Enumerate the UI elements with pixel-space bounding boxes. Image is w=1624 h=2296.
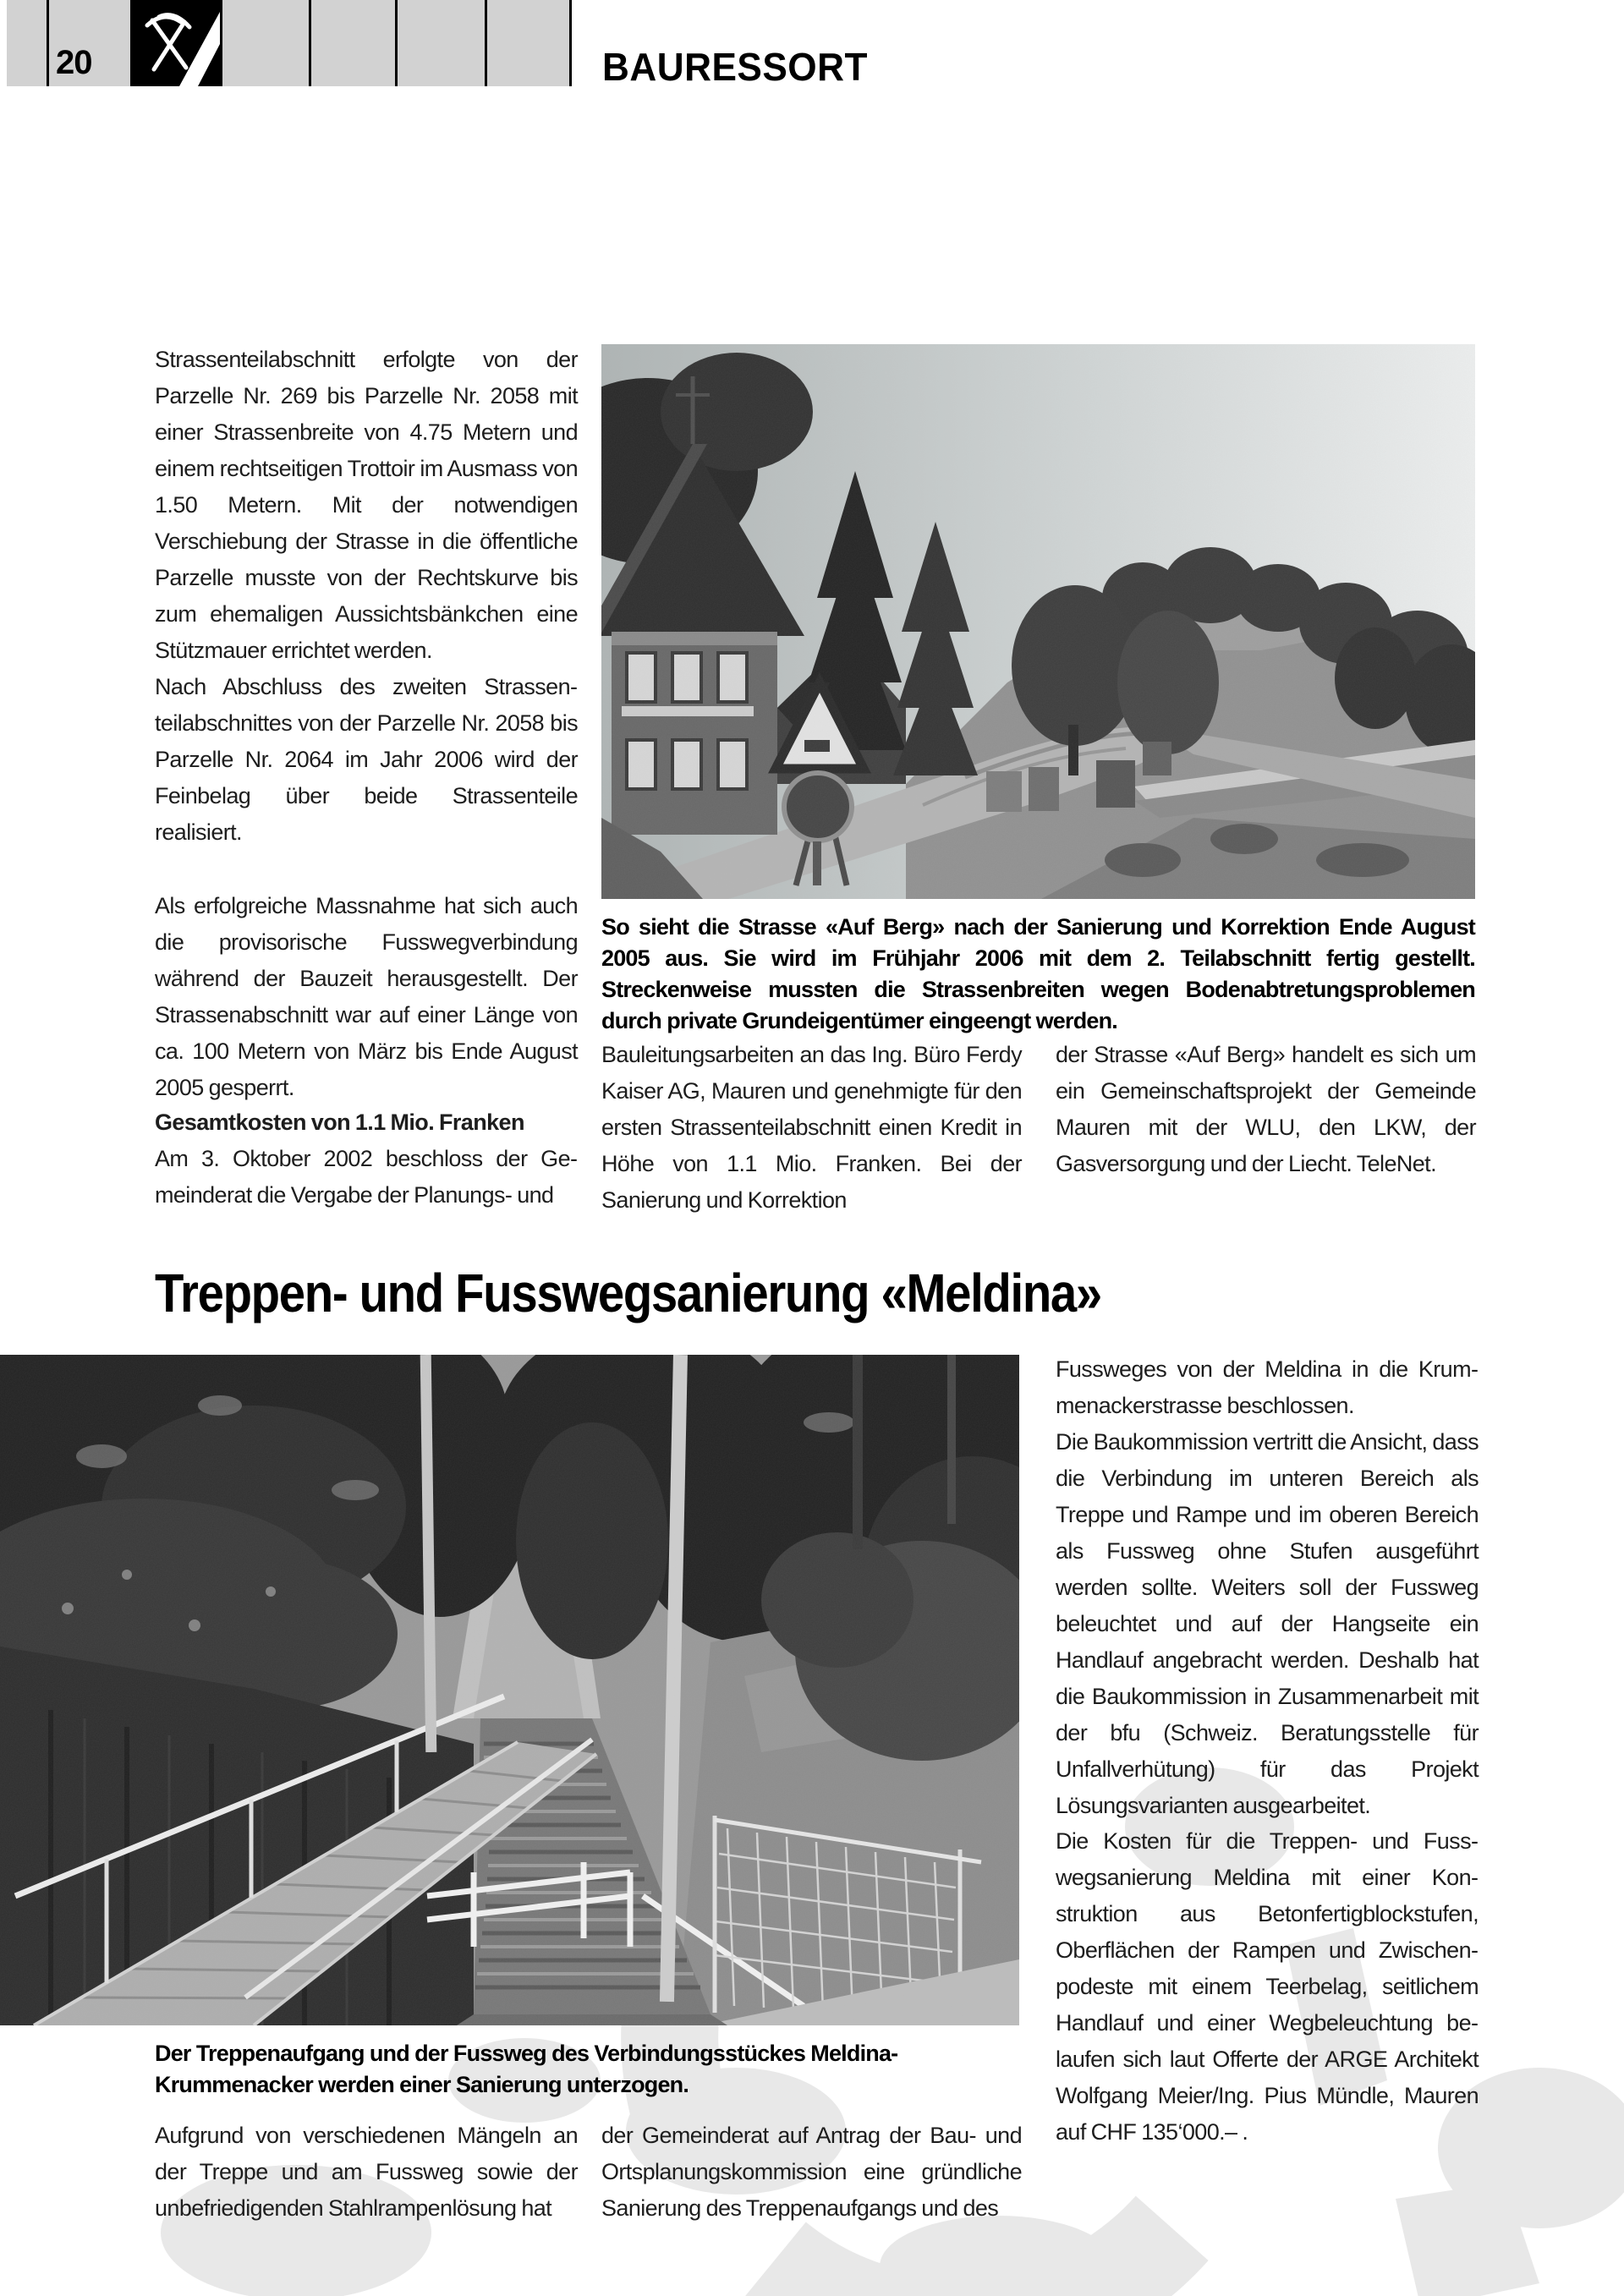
crossed-hammer-and-pick-icon [130, 0, 220, 86]
body-paragraph: Fussweges von der Meldina in die Krummenackerstrasse beschlossen. [1056, 1356, 1479, 1418]
body-paragraph: Strassenteilabschnitt erfolgte von der Parzelle Nr. 269 bis Parzelle Nr. 2058 mit einer Strassenbreite von 4.75 Metern und einem rechtseitigen Trottoir im Ausmass von 1.50 Metern. Mit der notwendigen Verschiebung der Strasse in die öffentliche Parzelle musste von der Rechtskurve bis zum ehemaligen Aussichtsbänkchen eine Stützmauer errichtet werden. [155, 347, 578, 663]
body-paragraph: Die Baukommission vertritt die Ansicht, dass die Verbindung im unteren Bereich als Treppe und Rampe und im oberen Bereich als Fussweg ohne Stufen ausgeführt werden sollte. Weiters soll der Fussweg beleuchtet und auf der Hangseite ein Handlauf angebracht werden. Deshalb hat die Baukommission in Zusammenarbeit mit der bfu (Schweiz. Beratungsstelle für Unfallverhütung) für das Projekt Lösungsvarianten ausgearbeitet. [1056, 1429, 1479, 1818]
grid-divider [220, 0, 222, 86]
body-paragraph: der Strasse «Auf Berg» handelt es sich um ein Gemeinschaftsprojekt der Gemeinde Mauren mit der WLU, den LKW, der Gasversorgung und der Liecht. TeleNet. [1056, 1042, 1476, 1176]
photo-stairway-meldina [0, 1355, 1019, 2025]
grid-divider [569, 0, 572, 86]
subheading-gesamtkosten: Gesamtkosten von 1.1 Mio. Franken [155, 1110, 524, 1135]
grid-divider [395, 0, 398, 86]
grid-divider [47, 0, 49, 86]
grid-divider [485, 0, 487, 86]
article2-bottom-column2 [601, 2118, 1022, 2227]
header-grid [7, 0, 572, 86]
article2-right-column [1056, 1351, 1479, 1824]
grid-divider [309, 0, 311, 86]
article2-bottom-column1 [155, 2118, 578, 2227]
photo-street-auf-berg [601, 344, 1475, 899]
page-number: 20 [56, 44, 92, 81]
body-paragraph: Nach Abschluss des zweiten Strassenteilabschnittes von der Parzelle Nr. 2058 bis Parzelle Nr. 2064 im Jahr 2006 wird der Feinbelag über beide Strassenteile realisiert. [155, 674, 578, 845]
article1-column1 [155, 342, 578, 851]
body-paragraph: Am 3. Oktober 2002 beschloss der Gemeinderat die Vergabe der Planungs- und [155, 1146, 578, 1208]
body-paragraph: Als erfolgreiche Massnahme hat sich auch die provisorische Fusswegverbindung während der Bauzeit herausgestellt. Der Strassenabschnitt war auf einer Länge von ca. 100 Metern von März bis Ende August 2005 gesperrt. [155, 893, 578, 1100]
body-paragraph: Die Kosten für die Treppen- und Fusswegsanierung Meldina mit einer Konstruktion aus Betonfertigblockstufen, Oberflächen der Rampen und Zwischenpodeste mit einem Teerbelag, seitlichem Handlauf und einer Wegbeleuchtung belaufen sich laut Offerte der ARGE Architekt Wolfgang Meier/Ing. Pius Mündle, Mauren auf CHF 135‘000.– . [1056, 1828, 1479, 2145]
article2-headline: Treppen- und Fusswegsanierung «Meldina» [155, 1263, 1101, 1323]
article2-right-column-cont [1056, 1823, 1479, 2151]
bauressort-logo-cell [130, 0, 220, 86]
body-paragraph: Aufgrund von verschiedenen Mängeln an der Treppe und am Fussweg sowie der unbefriedigenden Stahlrampenlösung hat [155, 2123, 578, 2221]
article1-column2 [601, 1037, 1022, 1219]
photo2-caption: Der Treppenaufgang und der Fussweg des Verbindungsstückes Meldina-Krummenacker werden einer Sanierung unterzogen. [155, 2041, 898, 2097]
photo1-caption: So sieht die Strasse «Auf Berg» nach der Sanierung und Korrektion Ende August 2005 aus. Sie wird im Frühjahr 2006 mit dem 2. Teilabschnitt fertig gestellt. Streckenweise mussten die Strassenbreiten wegen Bodenabtretungsproblemen durch private Grundeigentümer eingeengt werden. [601, 914, 1475, 1033]
section-title: BAURESSORT [602, 45, 868, 89]
article1-column1-cont [155, 888, 578, 1106]
article1-column3 [1056, 1037, 1476, 1182]
body-paragraph: Bauleitungsarbeiten an das Ing. Büro Ferdy Kaiser AG, Mauren und genehmigte für den ersten Strassenteilabschnitt einen Kredit in Höhe von 1.1 Mio. Franken. Bei der Sanierung und Korrektion [601, 1042, 1022, 1213]
article1-cost-block [155, 1104, 578, 1214]
body-paragraph: der Gemeinderat auf Antrag der Bau- und Ortsplanungskommission eine gründliche Sanierung des Treppenaufgangs und des [601, 2123, 1022, 2221]
